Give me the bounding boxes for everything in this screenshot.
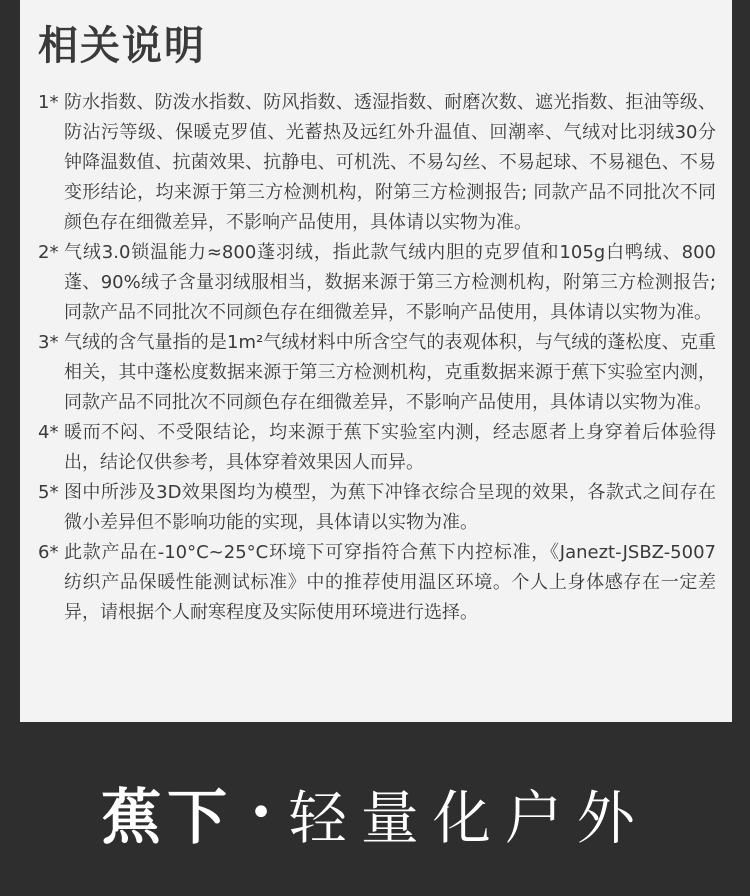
note-text: 图中所涉及3D效果图均为模型，为蕉下冲锋衣综合呈现的效果，各款式之间存在微小差异但不影响功能的实现，具体请以实物为准。 [64, 482, 716, 533]
page-title: 相关说明 [38, 23, 206, 69]
note-item [38, 328, 716, 418]
note-item [38, 418, 716, 478]
note-number: 4* [38, 422, 59, 443]
note-text: 此款产品在-10°C~25°C环境下可穿指符合蕉下内控标准，《Janezt-JSBZ-5007纺织产品保暖性能测试标准》中的推荐使用温区环境。个人上身体感存在一定差异，请根据个人耐寒程度及实际使用环境进行选择。 [64, 542, 716, 623]
note-item [38, 88, 716, 238]
brand-separator-dot: • [249, 790, 273, 836]
notes-panel [20, 0, 732, 722]
brand-name: 蕉下 [101, 783, 234, 853]
note-text: 气绒3.0锁温能力≈800蓬羽绒，指此款气绒内胆的克罗值和105g白鸭绒、800蓬、90%绒子含量羽绒服相当，数据来源于第三方检测机构，附第三方检测报告; 同款产品不同批次不同颜色存在细微差异，不影响产品使用，具体请以实物为准。 [64, 242, 716, 323]
brand-footer [0, 770, 750, 856]
note-item [38, 538, 716, 628]
note-number: 3* [38, 332, 59, 353]
note-item [38, 478, 716, 538]
notes-list [38, 88, 716, 628]
note-number: 5* [38, 482, 59, 503]
note-number: 1* [38, 92, 59, 113]
note-item [38, 238, 716, 328]
note-number: 2* [38, 242, 59, 263]
note-number: 6* [38, 542, 59, 563]
note-text: 暖而不闷、不受限结论，均来源于蕉下实验室内测，经志愿者上身穿着后体验得出，结论仅供参考，具体穿着效果因人而异。 [64, 422, 716, 473]
note-text: 防水指数、防泼水指数、防风指数、透湿指数、耐磨次数、遮光指数、拒油等级、防沾污等级、保暖克罗值、光蓄热及远红外升温值、回潮率、气绒对比羽绒30分钟降温数值、抗菌效果、抗静电、可机洗、不易勾丝、不易起球、不易褪色、不易变形结论，均来源于第三方检测机构，附第三方检测报告; 同款产品不同批次不同颜色存在细微差异，不影响产品使用，具体请以实物为准。 [64, 92, 716, 233]
brand-slogan: 轻量化户外 [288, 784, 649, 852]
note-text: 气绒的含气量指的是1m²气绒材料中所含空气的表观体积，与气绒的蓬松度、克重相关，其中蓬松度数据来源于第三方检测机构，克重数据来源于蕉下实验室内测，同款产品不同批次不同颜色存在细微差异，不影响产品使用，具体请以实物为准。 [64, 332, 716, 413]
